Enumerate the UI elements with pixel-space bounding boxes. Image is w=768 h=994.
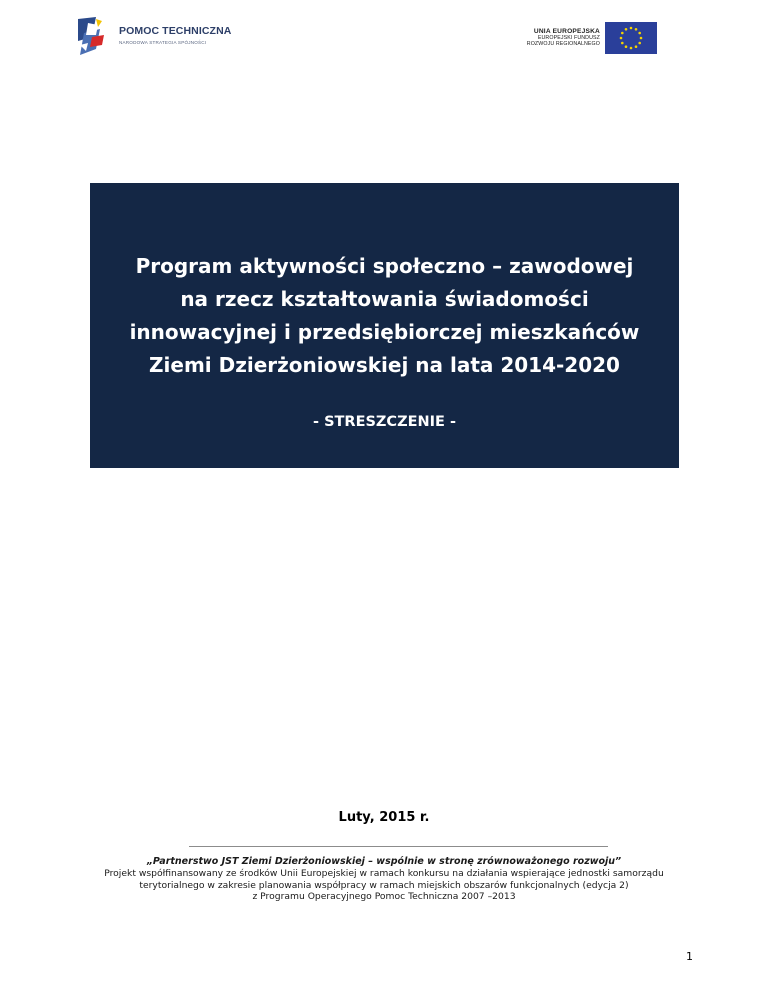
logo-subtitle: NARODOWA STRATEGIA SPÓJNOŚCI	[119, 40, 207, 45]
eu-logo-line1: UNIA EUROPEJSKA	[533, 28, 600, 35]
footer-line: Projekt współfinansowany ze środków Unii Europejskiej w ramach konkursu na działania wspierające jednostki samorządu	[104, 868, 664, 879]
footer-line: z Programu Operacyjnego Pomoc Techniczna 2007 –2013	[252, 891, 516, 902]
eu-logo	[500, 22, 660, 56]
title-line: Ziemi Dzierżoniowskiej na lata 2014-2020	[149, 353, 620, 377]
page-number: 1	[686, 950, 693, 963]
document-date: Luty, 2015 r.	[338, 810, 430, 825]
eu-logo-line2: EUROPEJSKI FUNDUSZ	[537, 35, 600, 41]
footer	[0, 855, 768, 903]
eu-logo-text	[527, 28, 600, 47]
title-line: Program aktywności społeczno – zawodowej	[135, 254, 634, 278]
title-line: na rzecz kształtowania świadomości	[180, 287, 589, 311]
footer-divider	[189, 846, 608, 847]
footer-title: „Partnerstwo JST Ziemi Dzierżoniowskiej – wspólnie w stronę zrównoważonego rozwoju”	[146, 856, 622, 867]
title-line: innowacyjnej i przedsiębiorczej mieszkańców	[129, 320, 640, 344]
eu-logo-line3: ROZWOJU REGIONALNEGO	[526, 41, 600, 47]
document-title	[100, 250, 669, 382]
pomoc-techniczna-logo-icon	[74, 15, 114, 59]
pomoc-techniczna-logo	[74, 15, 244, 59]
document-subtitle: - STRESZCZENIE -	[313, 414, 456, 430]
title-box	[90, 183, 679, 468]
logo-title: POMOC TECHNICZNA	[119, 25, 232, 37]
eu-flag-icon	[605, 22, 657, 54]
footer-line: terytorialnego w zakresie planowania współpracy w ramach miejskich obszarów funkcjonalnych (edycja 2)	[139, 879, 629, 891]
